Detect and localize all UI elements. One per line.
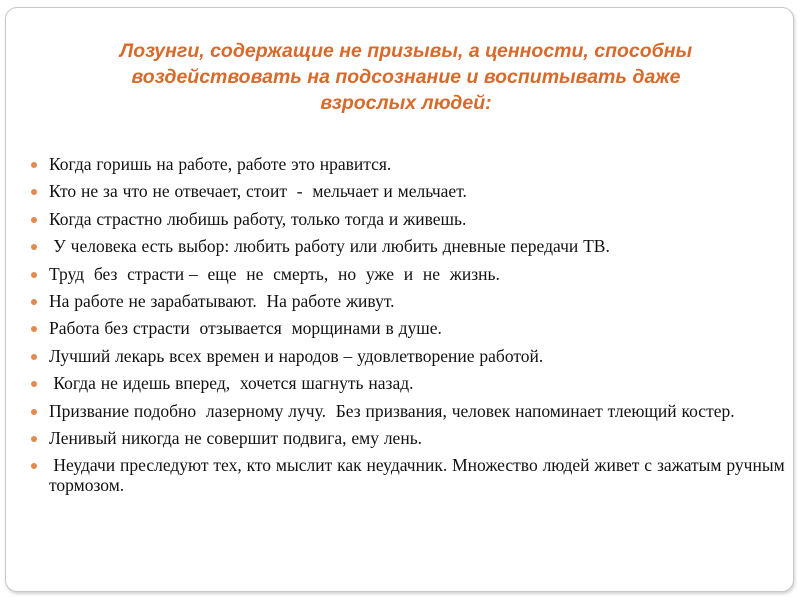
list-item-text: Призвание подобно лазерному лучу. Без призвания, человек напоминает тлеющий костер. <box>49 400 735 421</box>
list-item <box>26 209 786 229</box>
list-item-text: Лучший лекарь всех времен и народов – удовлетворение работой. <box>49 345 544 366</box>
bullet-dot-icon <box>31 272 37 278</box>
list-item <box>26 154 786 174</box>
list-item-text: Когда не идешь вперед, хочется шагнуть назад. <box>49 373 414 394</box>
list-item-text: На работе не зарабатывают. На работе живут. <box>49 290 395 311</box>
bullet-dot-icon <box>31 244 37 250</box>
list-item-text: Труд без страсти – еще не смерть, но уже и не жизнь. <box>49 263 500 284</box>
slide-title-line: воздействовать на подсознание и воспитывать даже <box>131 66 681 88</box>
list-item-text: Кто не за что не отвечает, стоит - мельчает и мельчает. <box>49 181 467 202</box>
slide-title-line: Лозунги, содержащие не призывы, а ценности, способны <box>119 40 693 62</box>
list-item <box>26 181 786 201</box>
slide-title <box>46 38 766 116</box>
slide-title-line: взрослых людей: <box>320 92 492 114</box>
list-item-text: Неудачи преследуют тех, кто мыслит как неудачник. Множество людей живет с зажатым ручным тормозом. <box>49 455 790 496</box>
list-item <box>26 264 786 284</box>
list-item <box>26 428 786 448</box>
list-item-text: Ленивый никогда не совершит подвига, ему лень. <box>49 427 423 448</box>
bullet-dot-icon <box>31 299 37 305</box>
bullet-dot-icon <box>31 326 37 332</box>
bullet-dot-icon <box>31 436 37 442</box>
list-item <box>26 401 786 421</box>
list-item-text: Когда страстно любишь работу, только тогда и живешь. <box>49 208 467 229</box>
bullet-dot-icon <box>31 463 37 469</box>
bullet-dot-icon <box>31 189 37 195</box>
list-item <box>26 455 790 496</box>
list-item <box>26 346 786 366</box>
slide-frame <box>5 7 794 592</box>
slogan-list <box>26 154 790 503</box>
bullet-dot-icon <box>31 217 37 223</box>
list-item <box>26 373 786 393</box>
list-item <box>26 291 786 311</box>
list-item-text: Когда горишь на работе, работе это нравится. <box>49 154 392 174</box>
list-item-text: У человека есть выбор: любить работу или любить дневные передачи ТВ. <box>49 236 610 257</box>
bullet-dot-icon <box>31 409 37 415</box>
bullet-dot-icon <box>31 354 37 360</box>
list-item-text: Работа без страсти отзывается морщинами в душе. <box>49 318 442 339</box>
list-item <box>26 236 786 256</box>
bullet-dot-icon <box>31 162 37 168</box>
list-item <box>26 318 786 338</box>
bullet-dot-icon <box>31 381 37 387</box>
